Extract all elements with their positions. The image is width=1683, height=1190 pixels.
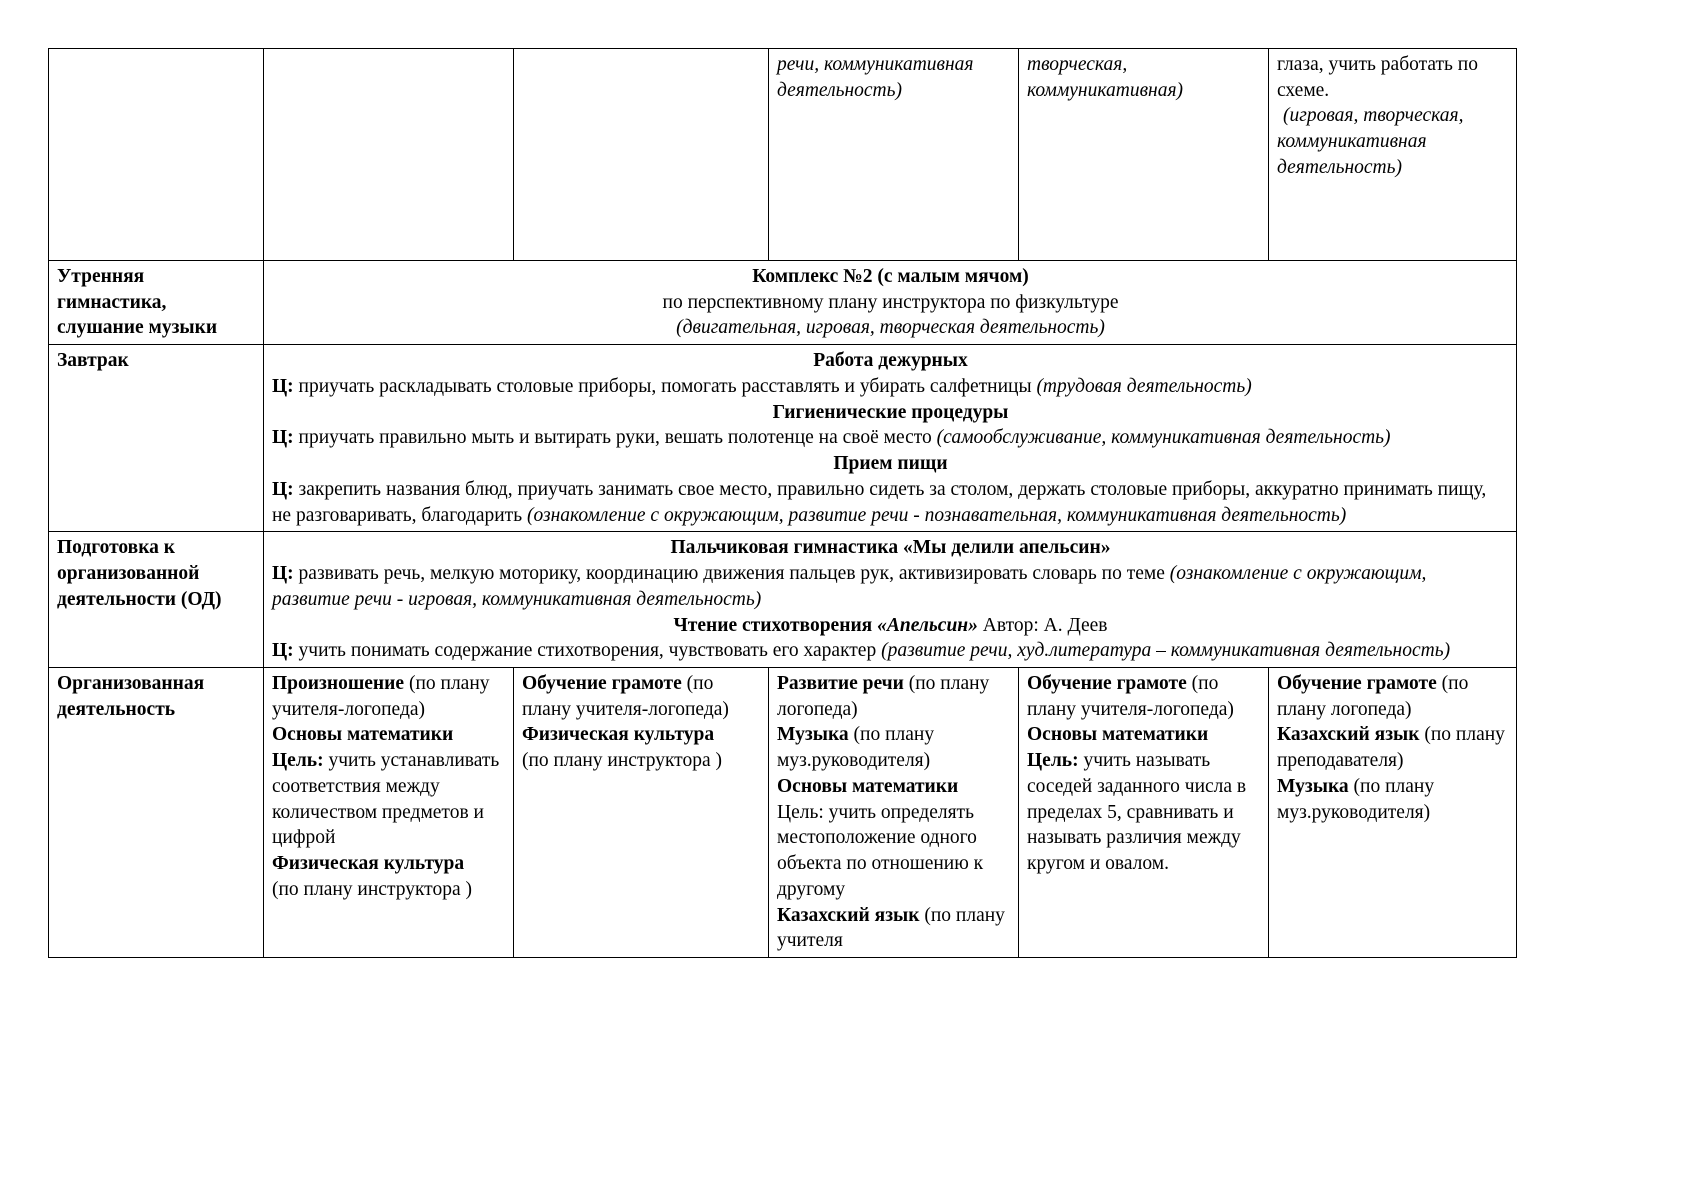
activity-item [522,671,761,722]
cell-content-morning-gymnastics [264,261,1517,345]
activity-item [1027,722,1261,748]
text-morning-title: Комплекс №2 (с малым мячом) [752,266,1029,287]
activity-note: (по плану муз.руководителя) [1277,775,1435,823]
goal-prefix: Ц: [272,563,294,585]
text-breakfast-block2-title: Гигиенические процедуры [772,401,1009,423]
cell-continuation-eyes [1269,49,1517,261]
goal-activity: (ознакомление с окружающим, развитие речи - познавательная, коммуникативная деятельность) [526,504,1347,526]
goal-activity: (ознакомление с окружающим, развитие речи - игровая, коммуникативная деятельность) [272,563,1427,610]
activity-name: Обучение грамоте [1027,673,1187,695]
activity-item [1277,774,1509,825]
activity-name: Физическая культура [272,853,465,875]
activity-name: Цель: [1027,750,1079,772]
text-morning-line3: (двигательная, игровая, творческая деятельность) [676,317,1105,339]
text-breakfast-block1-title: Работа дежурных [813,350,968,372]
activity-item [777,774,1011,800]
goal-activity: (развитие речи, худ.литература – коммуникативная деятельность) [881,640,1451,662]
activity-name: Основы математики [777,775,959,797]
cell-continuation-blank-1 [264,49,514,261]
activity-item [1027,748,1261,877]
goal-text: развивать речь, мелкую моторику, координацию движения пальцев рук, активизировать словарь по теме [293,563,1170,585]
text-breakfast-block3-title: Прием пищи [833,453,948,475]
activity-name: Цель: [272,750,324,772]
activity-item [272,722,506,748]
activity-note: учить устанавливать соответствия между количеством предметов и цифрой [272,750,500,849]
goal-prefix: Ц: [272,640,294,662]
goal-prefix: Ц: [272,375,294,397]
activity-name: Основы математики [272,724,454,746]
activity-note: (по плану преподавателя) [1277,724,1505,772]
activity-note: (по плану учителя-логопеда) [522,673,729,720]
text-breakfast-block1-goal [272,374,1509,400]
text-speech-activity: речи, коммуникативная деятельность) [777,54,974,101]
cell-continuation-speech [769,49,1019,261]
cell-label-breakfast: Завтрак [49,345,264,532]
text-morning-line2: по перспективному плану инструктора по физкультуре [662,291,1119,313]
activity-name: Обучение грамоте [1277,673,1437,695]
text-breakfast-block3-goal [272,477,1509,528]
cell-activity-day-3 [769,668,1019,958]
cell-activity-day-1 [264,668,514,958]
activity-name: Основы математики [1027,724,1209,746]
activity-item [522,722,761,748]
activity-item [777,800,1011,903]
poem-label: Чтение стихотворения [673,614,878,636]
poem-name: «Апельсин» [877,614,978,636]
table-row-breakfast [49,345,1517,532]
text-prep-block2-goal [272,638,1509,664]
activity-item [272,671,506,722]
activity-name: Физическая культура [522,724,715,746]
activity-note: учить называть соседей заданного числа в пределах 5, сравнивать и называть различия между кругом и овалом. [1027,750,1247,875]
table-row-morning-gymnastics [49,261,1517,345]
daily-plan-table [48,48,1517,958]
cell-continuation-label [49,49,264,261]
goal-prefix: Ц: [272,478,294,500]
text-eyes-line2: (игровая, творческая, коммуникативная деятельность) [1277,105,1464,178]
activity-item [522,748,761,774]
activity-item [272,877,506,903]
text-eyes-line1: глаза, учить работать по схеме. [1277,54,1478,101]
goal-text: приучать раскладывать столовые приборы, помогать расставлять и убирать салфетницы [293,375,1037,397]
cell-activity-day-2 [514,668,769,958]
activity-item [272,851,506,877]
cell-continuation-creative [1019,49,1269,261]
activity-name: Развитие речи [777,673,904,695]
activity-note: (по плану логопеда) [1277,673,1469,720]
activity-name: Произношение [272,673,405,695]
activity-item [272,748,506,851]
cell-label-preparation: Подготовка к организованной деятельности (ОД) [49,532,264,668]
cell-label-organized-activity: Организованная деятельность [49,668,264,958]
table-row-continuation [49,49,1517,261]
activity-note: (по плану учителя [777,904,1005,952]
goal-activity: (трудовая деятельность) [1036,375,1252,397]
activity-item [777,722,1011,773]
activity-note: (по плану учителя-логопеда) [272,673,490,720]
activity-item [777,671,1011,722]
goal-activity: (самообслуживание, коммуникативная деятельность) [936,427,1391,449]
activity-item [777,903,1011,954]
cell-content-breakfast [264,345,1517,532]
activity-note: (по плану муз.руководителя) [777,724,935,772]
activity-item [1277,671,1509,722]
text-creative-activity: творческая, коммуникативная) [1027,54,1184,101]
table-row-organized-activity [49,668,1517,958]
cell-label-morning-gymnastics: Утренняя гимнастика, слушание музыки [49,261,264,345]
activity-name: Музыка [1277,775,1349,797]
activity-name: Музыка [777,724,849,746]
activity-item [1277,722,1509,773]
text-prep-block1-goal [272,561,1509,612]
cell-activity-day-4 [1019,668,1269,958]
activity-name: Казахский язык [1277,724,1420,746]
goal-text: учить понимать содержание стихотворения, чувствовать его характер [293,640,882,662]
text-breakfast-block2-goal [272,425,1509,451]
activity-name: Обучение грамоте [522,673,682,695]
activity-note: (по плану логопеда) [777,673,990,720]
text-prep-block2-title [272,613,1509,639]
activity-name: Казахский язык [777,904,920,926]
goal-text: приучать правильно мыть и вытирать руки, вешать полотенце на своё место [293,427,937,449]
poem-author: Автор: А. Деев [977,614,1108,636]
goal-text: закрепить названия блюд, приучать занимать свое место, правильно сидеть за столом, держать столовые приборы, аккуратно принимать пищу, не разговаривать, благодарить [272,478,1487,526]
activity-note: Цель: учить определять местоположение одного объекта по отношению к другому [777,801,984,900]
cell-continuation-blank-2 [514,49,769,261]
cell-activity-day-5 [1269,668,1517,958]
activity-note: (по плану инструктора ) [272,878,472,900]
goal-prefix: Ц: [272,427,294,449]
cell-content-preparation [264,532,1517,668]
table-row-preparation [49,532,1517,668]
activity-note: (по плану инструктора ) [522,750,722,772]
activity-note: (по плану учителя-логопеда) [1027,673,1234,720]
activity-item [1027,671,1261,722]
text-prep-block1-title: Пальчиковая гимнастика «Мы делили апельсин» [670,537,1111,559]
